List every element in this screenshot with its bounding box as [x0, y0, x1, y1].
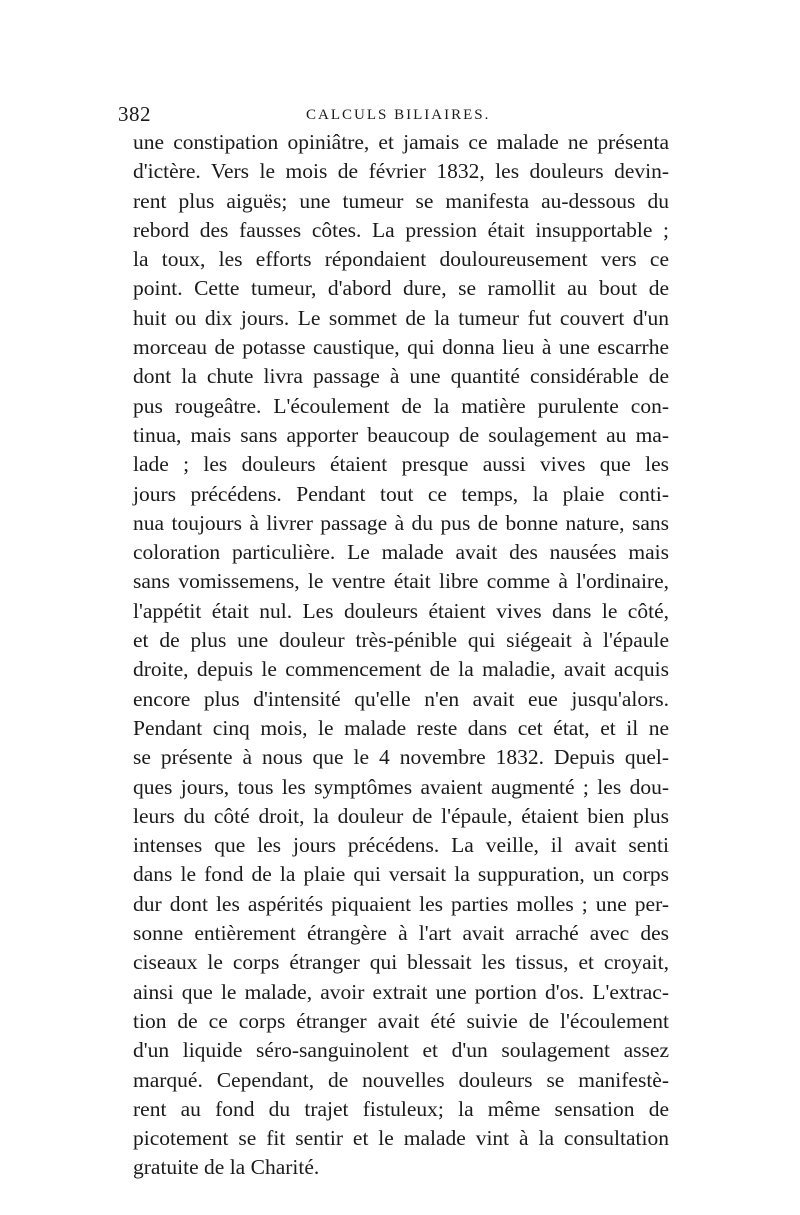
text-line: l'appétit était nul. Les douleurs étaient vives dans le côté, [133, 598, 669, 623]
text-line: une constipation opiniâtre, et jamais ce malade ne présenta [133, 130, 669, 154]
text-line: tinua, mais sans apporter beaucoup de soulagement au ma- [133, 422, 669, 447]
text-line: dont la chute livra passage à une quantité considérable de [133, 364, 669, 389]
text-line: dans le fond de la plaie qui versait la suppuration, un corps [133, 862, 669, 887]
text-line: dur dont les aspérités piquaient les parties molles ; une per- [133, 891, 669, 916]
text-line: et de plus une douleur très-pénible qui siégeait à l'épaule [133, 628, 669, 653]
text-line: leurs du côté droit, la douleur de l'épaule, étaient bien plus [133, 803, 669, 828]
text-line: morceau de potasse caustique, qui donna lieu à une escarrhe [133, 335, 669, 360]
text-line: ques jours, tous les symptômes avaient augmenté ; les dou- [133, 774, 669, 799]
text-line: d'ictère. Vers le mois de février 1832, les douleurs devin- [133, 159, 669, 184]
text-line: tion de ce corps étranger avait été suivie de l'écoulement [133, 1008, 669, 1033]
text-line: pus rougeâtre. L'écoulement de la matière purulente con- [133, 393, 669, 418]
text-line: la toux, les efforts répondaient douloureusement vers ce [133, 247, 669, 272]
text-line: picotement se fit sentir et le malade vint à la consultation [133, 1126, 669, 1151]
text-line: nua toujours à livrer passage à du pus de bonne nature, sans [133, 510, 669, 535]
text-line: marqué. Cependant, de nouvelles douleurs se manifestè- [133, 1067, 669, 1092]
text-line: ciseaux le corps étranger qui blessait les tissus, et croyait, [133, 950, 669, 975]
text-line: coloration particulière. Le malade avait des nausées mais [133, 540, 669, 565]
text-line: intenses que les jours précédens. La veille, il avait senti [133, 833, 669, 858]
text-line: rent au fond du trajet fistuleux; la même sensation de [133, 1096, 669, 1121]
text-line: encore plus d'intensité qu'elle n'en avait eue jusqu'alors. [133, 686, 669, 711]
text-line: ainsi que le malade, avoir extrait une portion d'os. L'extrac- [133, 979, 669, 1004]
text-line: rebord des fausses côtes. La pression était insupportable ; [133, 217, 669, 242]
running-title: CALCULS BILIAIRES. [306, 107, 491, 123]
text-line: se présente à nous que le 4 novembre 1832. Depuis quel- [133, 745, 669, 770]
text-line: rent plus aiguës; une tumeur se manifesta au-dessous du [133, 188, 669, 213]
text-line: jours précédens. Pendant tout ce temps, la plaie conti- [133, 481, 669, 506]
text-line: lade ; les douleurs étaient presque aussi vives que les [133, 452, 669, 477]
text-line: sonne entièrement étrangère à l'art avait arraché avec des [133, 921, 669, 946]
text-line-last: gratuite de la Charité. [133, 1155, 320, 1180]
running-head [118, 100, 680, 128]
text-line: Pendant cinq mois, le malade reste dans cet état, et il ne [133, 715, 669, 740]
text-line: point. Cette tumeur, d'abord dure, se ramollit au bout de [133, 276, 669, 301]
text-line: sans vomissemens, le ventre était libre comme à l'ordinaire, [133, 569, 669, 594]
text-line: droite, depuis le commencement de la maladie, avait acquis [133, 657, 669, 682]
page-number: 382 [118, 102, 151, 126]
text-line: huit ou dix jours. Le sommet de la tumeur fut couvert d'un [133, 305, 669, 330]
body-text [133, 128, 669, 1183]
text-line: d'un liquide séro-sanguinolent et d'un soulagement assez [133, 1038, 669, 1063]
